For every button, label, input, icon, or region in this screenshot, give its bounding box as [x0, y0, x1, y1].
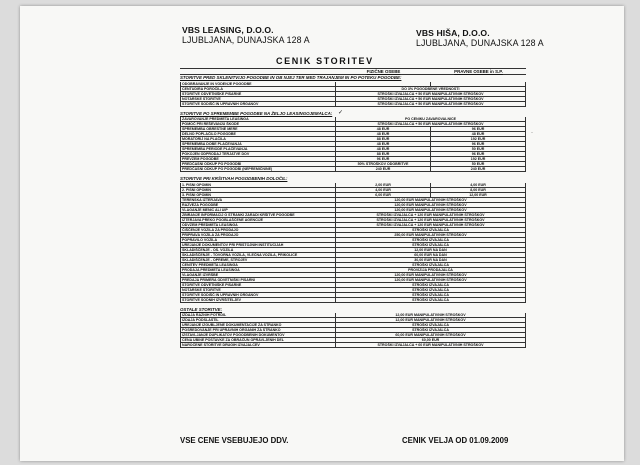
service-name: 1. PISNI OPOMIN — [180, 183, 336, 187]
price-both: STROŠKI IZVAJALCA — [336, 328, 526, 332]
price-both: STROŠKI IZVAJALCA — [336, 263, 526, 267]
price-individuals: 48 EUR — [336, 142, 431, 146]
price-legal: 8,00 EUR — [431, 188, 526, 192]
price-both: STROŠKI IZVAJALCA + 50 EUR MANIPULATIVNIH STROŠKOV — [336, 97, 526, 101]
service-name: ODOBRAVANJE IN VODENJE POGODBE — [180, 82, 336, 86]
service-name: 2. PISNI OPOMIN — [180, 188, 336, 192]
price-both: STROŠKI IZVAJALCA — [336, 323, 526, 327]
price-individuals: 240 EUR — [336, 167, 431, 171]
price-both: STROŠKI IZVAJALCA + 50 EUR MANIPULATIVNIH STROŠKOV — [336, 102, 526, 106]
price-individuals: 48 EUR — [336, 127, 431, 131]
service-name: SKLADIŠČENJE - OPREME, STROJEV — [180, 258, 336, 262]
right-company-block — [416, 28, 544, 48]
service-name: PRIPRAVA VOZILA ZA PRODAJO — [180, 233, 336, 237]
price-individuals: 48 EUR — [336, 147, 431, 151]
price-individuals: 96 EUR — [336, 157, 431, 161]
price-individuals: 88 EUR — [336, 152, 431, 156]
pen-mark: · — [531, 130, 533, 136]
price-individuals: 4,00 EUR — [336, 188, 431, 192]
price-legal: 96 EUR — [431, 142, 526, 146]
service-name: POKOJEN ODPRODAJ TERJATVE DOV — [180, 152, 336, 156]
service-name: TERENSKA IZTERJAVA — [180, 198, 336, 202]
price-both: STROŠKI IZVAJALCA — [336, 298, 526, 302]
price-both: STROŠKI IZVAJALCA + 120 EUR MANIPULATIVNIH STROŠKOV — [336, 223, 526, 227]
price-both: 120,00 EUR MANIPULATIVNIH STROŠKOV — [336, 273, 526, 277]
price-both: 120,00 EUR MANIPULATIVNIH STROŠKOV — [336, 198, 526, 202]
price-both: 120,00 EUR MANIPULATIVNIH STROŠKOV — [336, 208, 526, 212]
service-name: SPREMEMBA OBRESTNE MERE — [180, 127, 336, 131]
service-name: VLAGANJE IZVRŠBE — [180, 273, 336, 277]
price-both: STROŠKI IZVAJALCA + 120 EUR MANIPULATIVNIH STROŠKOV — [336, 218, 526, 222]
table-row — [180, 102, 526, 107]
service-name: UREJANJE DOKUMENTOV PRI PRISTOJNIH INSTITUCIJAH — [180, 243, 336, 247]
price-both: 60,00 EUR MANIPULATIVNIH STROŠKOV — [336, 333, 526, 337]
price-legal — [431, 82, 526, 86]
service-name: STORITVE SODNIH IZVRŠITELJEV — [180, 298, 336, 302]
sections-container — [180, 75, 526, 348]
pen-mark: ✓ — [338, 110, 344, 116]
service-name: STORITVE SODIŠČ IN UPRAVNIH ORGANOV — [180, 293, 336, 297]
service-name: STORITVE ODVETNIŠKE PISARNE — [180, 92, 336, 96]
service-name: PREDČASNI ODKUP PO POGODBI (NEPREMIČNINE) — [180, 167, 336, 171]
price-both: STROŠKI IZVAJALCA + 50 EUR MANIPULATIVNIH STROŠKOV — [336, 92, 526, 96]
service-name: CENTUDIRA POROČILA — [180, 87, 336, 91]
service-name: IZTERJAVA PREKO POOBLAŠČENE AGENCIJE — [180, 218, 336, 222]
service-name: VLAGANJE MENIC ALI UIP — [180, 208, 336, 212]
price-legal: 50 EUR — [431, 162, 526, 166]
vat-note: VSE CENE VSEBUJEJO DDV. — [180, 436, 289, 445]
service-name: RAZVEZA POGODBE — [180, 203, 336, 207]
price-legal: 192 EUR — [431, 157, 526, 161]
price-both: PO CENIKU ZAVAROVALNICE — [336, 117, 526, 121]
section-title: STORITVE PRED SKLENITVIJO POGODBE IN OB NJEJ TER MED TRAJANJEM IN PO POTEKU POGODBE: — [180, 75, 402, 80]
price-both: STROŠKI IZVAJALCA + 120 EUR MANIPULATIVNIH STROŠKOV — [336, 213, 526, 217]
price-both: 12,00 EUR MANIPULATIVNIH STROŠKOV — [336, 313, 526, 317]
price-both: 60,00 EUR — [336, 338, 526, 342]
price-both: PROVIZIJA PRODAJALCA — [336, 268, 526, 272]
price-legal: 4,00 EUR — [431, 183, 526, 187]
column-header-service — [180, 69, 336, 74]
section-title: OSTALE STORITVE: — [180, 306, 223, 312]
service-name: POPRAVILO VOZILA — [180, 238, 336, 242]
price-individuals: 50% STROŠKOV ODOBRITVE — [336, 162, 431, 166]
price-individuals: 88 EUR — [336, 137, 431, 141]
service-name: NOTARSKE STORITVE — [180, 97, 336, 101]
service-name: NOTARSKE STORITVE — [180, 288, 336, 292]
service-name: UREJANJE IZGUBLJENE DOKUMENTACIJE ZA STRANKO — [180, 323, 336, 327]
service-name: IZSTAVLJANJE DUPLIKATOV POGODBENIH DOKUMENTOV — [180, 333, 336, 337]
column-header-individuals: FIZIČNE OSEBE — [366, 69, 401, 74]
price-both: 120,00 EUR MANIPULATIVNIH STROŠKOV — [336, 278, 526, 282]
service-name: IZDAJA RAZNIH POTRDIL — [180, 313, 336, 317]
service-name: ZBIRANJE INFORMACIJ O STRANKI ZARADI KRŠITVE POGODBE — [180, 213, 336, 217]
price-both: 250,00 EUR MANIPULATIVNIH STROŠKOV — [336, 233, 526, 237]
left-company-address: LJUBLJANA, DUNAJSKA 128 A — [182, 35, 310, 45]
service-name: PREDČASNI ODKUP PO POGODBI — [180, 162, 336, 166]
price-legal: 96 EUR — [431, 152, 526, 156]
table-row — [180, 343, 526, 348]
service-name: 3. PISNI OPOMIN — [180, 193, 336, 197]
service-name: STORITVE ODVETNIŠKE PISARNE — [180, 283, 336, 287]
price-both: STROŠKI IZVAJALCA — [336, 283, 526, 287]
price-legal: 192 EUR — [431, 137, 526, 141]
service-name: POSREDOVANJE PRI UPRAVNIH ORGANIH ZA STRANKO — [180, 328, 336, 332]
service-name: PREVZEM POGODBE — [180, 157, 336, 161]
price-both: STROŠKI IZVAJALCA — [336, 288, 526, 292]
price-legal: 48 EUR — [431, 132, 526, 136]
service-name: NAROČENE STORITVE DRUGIH IZVAJALCEV — [180, 343, 336, 347]
price-individuals: 6,00 EUR — [336, 193, 431, 197]
right-company-name: VBS HIŠA, D.O.O. — [416, 28, 490, 38]
price-legal: 12,00 EUR — [431, 193, 526, 197]
table-row — [180, 298, 526, 303]
section-title: STORITVE PRI KRŠITVAH POGODBENIH DOLOČIL: — [180, 176, 288, 181]
service-name: PREDAJA PRIMERA ODVETNIŠKI PISARNI — [180, 278, 336, 282]
service-name: SKLADIŠČENJE - OS. VOZILA — [180, 248, 336, 252]
service-name: ČIŠČENJE VOZILA ZA PRODAJO — [180, 228, 336, 232]
table-row — [180, 167, 526, 172]
service-name: CENA UBINE POSTAVKE ZA OBRAČUN OPRAVLJENIH DEL — [180, 338, 336, 342]
service-name: DELNO POPLAČILO POGODBE — [180, 132, 336, 136]
price-both: 12,00 EUR MANIPULATIVNIH STROŠKOV — [336, 318, 526, 322]
price-legal: 50 EUR — [431, 147, 526, 151]
price-individuals: 48 EUR — [336, 132, 431, 136]
price-individuals: 2,00 EUR — [336, 183, 431, 187]
right-company-address: LJUBLJANA, DUNAJSKA 128 A — [416, 38, 544, 48]
price-both: 120,00 EUR MANIPULATIVNIH STROŠKOV — [336, 203, 526, 207]
price-both: STROŠKI IZVAJALCA — [336, 228, 526, 232]
left-company-name: VBS LEASING, D.O.O. — [182, 25, 274, 35]
price-both: STROŠKI IZVAJALCA + 50 EUR MANIPULATIVNIH STROŠKOV — [336, 122, 526, 126]
price-both: STROŠKI IZVAJALCA — [336, 243, 526, 247]
document-title: CENIK STORITEV — [276, 56, 374, 66]
section-title: STORITVE PO SPREMEMBE POGODBE NA ŽELJO LEASINGOJEMALCA: — [180, 110, 333, 116]
price-both: DO 3% POGODBENE VREDNOSTI — [336, 87, 526, 91]
price-legal: 96 EUR — [431, 127, 526, 131]
service-name: SPREMEMBA PERIODE PLAČEVANJA — [180, 147, 336, 151]
price-both: STROŠKI IZVAJALCA — [336, 238, 526, 242]
price-both: 12,00 EUR NA DAN — [336, 248, 526, 252]
service-name: CENITEV PREDMETA LEASINGA — [180, 263, 336, 267]
service-name: MORATORIJ NA PLAČILA — [180, 137, 336, 141]
price-individuals — [336, 82, 431, 86]
valid-from-note: CENIK VELJA OD 01.09.2009 — [402, 436, 509, 445]
service-name: IZDAJA PODSLASTIL — [180, 318, 336, 322]
price-both: 30,00 EUR NA DAN — [336, 258, 526, 262]
service-name: STORITVE SODIŠČ IN UPRAVNIH ORGANOV — [180, 102, 336, 106]
service-name: ODVZEM PREDMETA LEASINGA — [180, 223, 336, 227]
column-header-legal: PRAVNE OSEBE in S.P. — [454, 69, 503, 74]
price-table — [180, 68, 526, 348]
left-company-block — [182, 25, 310, 45]
price-both: STROŠKI IZVAJALCA — [336, 293, 526, 297]
price-list-page — [20, 6, 624, 461]
price-both: STROŠKI IZVAJALCA + 60 EUR MANIPULATIVNIH STROŠKOV — [336, 343, 526, 347]
service-name: SKLADIŠČENJE - TOVORNA VOZILA, VLEČNA VOZILA, PRIKOLICE — [180, 253, 336, 257]
service-name: POMOČ PRI REŠEVANJU ŠKODE — [180, 122, 336, 126]
price-both: 60,00 EUR NA DAN — [336, 253, 526, 257]
price-legal: 240 EUR — [431, 167, 526, 171]
service-name: SPREMEMBA DOBE PLAČEVANJA — [180, 142, 336, 146]
service-name: ZAVAROVANJE PREDMETA LEASINGA — [180, 117, 336, 121]
service-name: PRODAJA PREDMETA LEASINGA — [180, 268, 336, 272]
